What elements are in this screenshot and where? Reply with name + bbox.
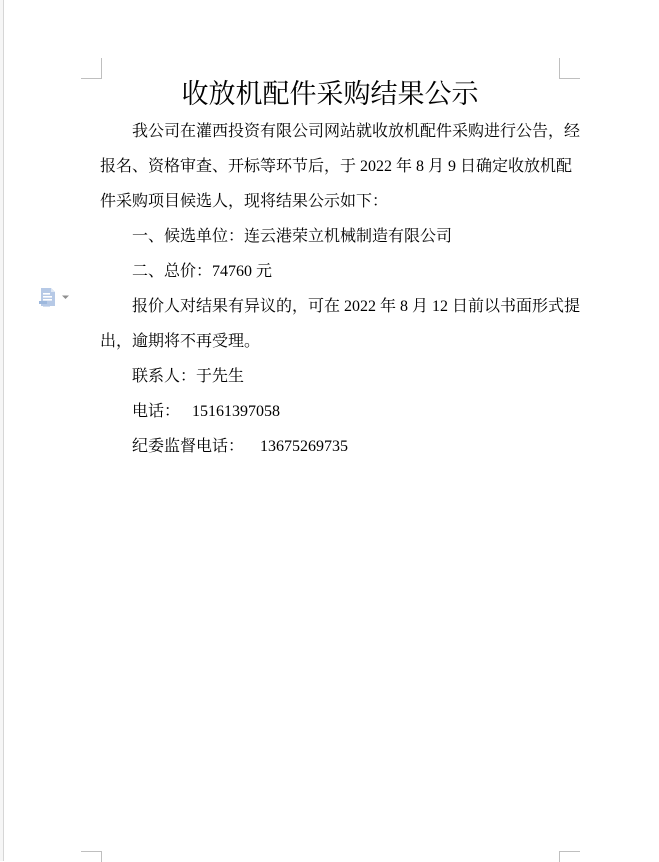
document-body [100, 114, 581, 464]
paragraph-line: 件采购项目候选人，现将结果公示如下： [100, 193, 389, 210]
phone-line: 电话： 15161397058 [132, 403, 281, 420]
paragraph-line: 我公司在灌西投资有限公司网站就收放机配件采购进行公告，经 [132, 123, 581, 140]
document-title: 收放机配件采购结果公示 [181, 79, 479, 109]
paste-options-document-icon [39, 288, 55, 307]
contact-person-line: 联系人：于先生 [132, 368, 245, 385]
candidate-unit-line: 一、候选单位：连云港荣立机械制造有限公司 [132, 228, 453, 245]
paragraph-line: 报价人对结果有异议的，可在 2022 年 8 月 12 日前以书面形式提 [132, 298, 581, 315]
supervision-phone-line: 纪委监督电话： 13675269735 [132, 438, 349, 455]
text-boundary-mark-top-right [559, 58, 580, 79]
paste-options-button[interactable] [39, 287, 71, 309]
paragraph-line: 出，逾期将不再受理。 [100, 333, 261, 350]
dropdown-arrow-icon[interactable] [62, 296, 69, 300]
text-boundary-mark-top-left [81, 58, 102, 79]
text-boundary-mark-bottom-left [81, 851, 102, 862]
paragraph-line: 报名、资格审查、开标等环节后，于 2022 年 8 月 9 日确定收放机配 [100, 158, 573, 175]
text-boundary-mark-bottom-right [559, 851, 580, 862]
total-price-line: 二、总价：74760 元 [132, 263, 273, 280]
page-left-edge [3, 0, 4, 861]
